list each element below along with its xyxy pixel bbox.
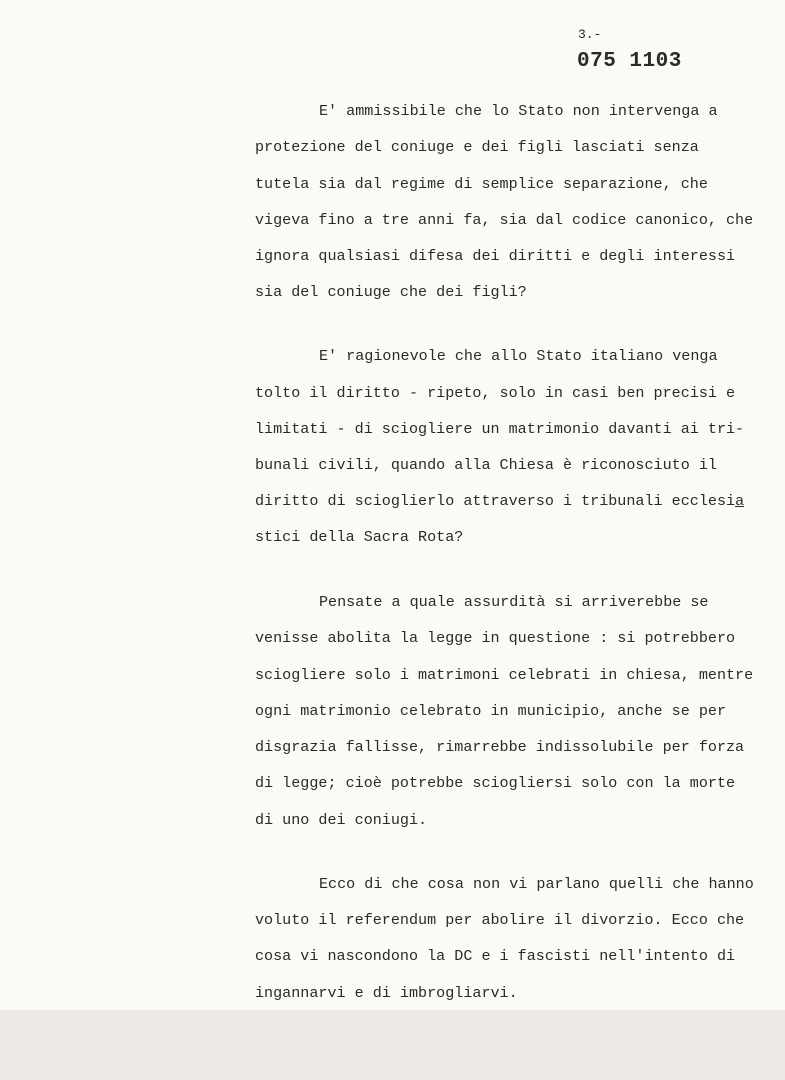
text-line: ignora qualsiasi difesa dei diritti e degli interessi	[255, 247, 736, 265]
text-line: diritto di scioglierlo attraverso i tribunali ecclesia	[255, 492, 745, 510]
page-number: 3.-	[578, 27, 602, 42]
text-line: di legge; cioè potrebbe sciogliersi solo con la morte	[255, 774, 736, 792]
text-line: tolto il diritto - ripeto, solo in casi ben precisi e	[255, 384, 736, 402]
text-line: E' ammissibile che lo Stato non intervenga a	[319, 102, 718, 120]
text-line: voluto il referendum per abolire il divorzio. Ecco che	[255, 911, 745, 929]
text-line: limitati - di sciogliere un matrimonio davanti ai tri-	[255, 420, 745, 438]
text-line: di uno dei coniugi.	[255, 811, 428, 829]
text-line: disgrazia fallisse, rimarrebbe indissolubile per forza	[255, 738, 745, 756]
text-line: vigeva fino a tre anni fa, sia dal codice canonico, che	[255, 211, 754, 229]
text-line: sia del coniuge che dei figli?	[255, 283, 527, 301]
text-line: bunali civili, quando alla Chiesa è riconosciuto il	[255, 456, 717, 474]
scan-background	[0, 1010, 785, 1080]
text-line: sciogliere solo i matrimoni celebrati in chiesa, mentre	[255, 666, 754, 684]
text-line: venisse abolita la legge in questione : si potrebbero	[255, 629, 736, 647]
archive-number: 075 1103	[577, 50, 682, 73]
text-line: E' ragionevole che allo Stato italiano venga	[319, 347, 718, 365]
text-line: Ecco di che cosa non vi parlano quelli che hanno	[319, 875, 754, 893]
text-line: ingannarvi e di imbrogliarvi.	[255, 984, 518, 1002]
text-line: tutela sia dal regime di semplice separazione, che	[255, 175, 708, 193]
text-line: stici della Sacra Rota?	[255, 528, 464, 546]
text-line: protezione del coniuge e dei figli lasciati senza	[255, 138, 699, 156]
text-line: cosa vi nascondono la DC e i fascisti nell'intento di	[255, 947, 736, 965]
text-line: ogni matrimonio celebrato in municipio, anche se per	[255, 702, 727, 720]
text-line: Pensate a quale assurdità si arriverebbe se	[319, 593, 709, 611]
